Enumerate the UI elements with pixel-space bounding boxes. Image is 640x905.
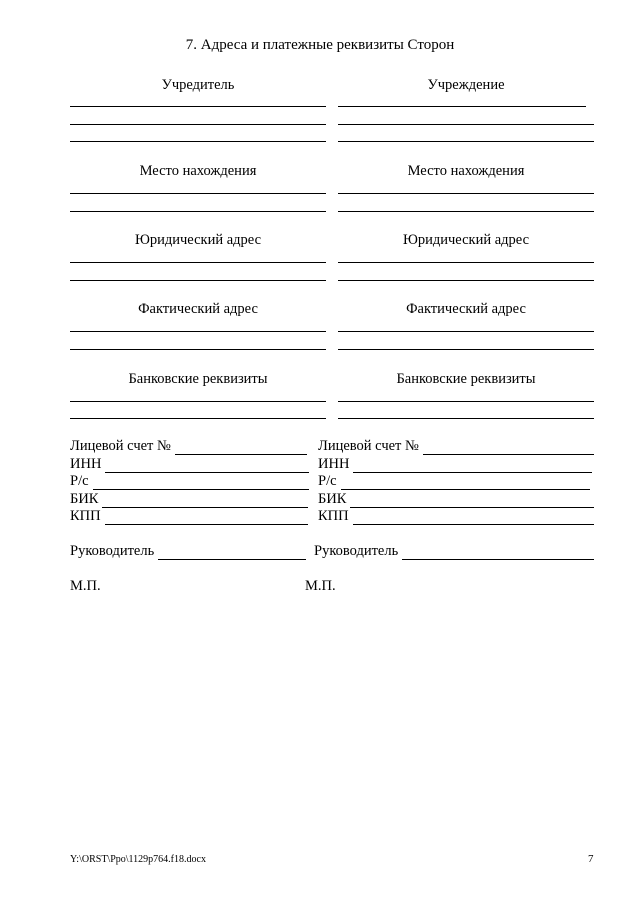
right-legal-address-line-2: [338, 280, 594, 281]
right-rs-blank: [341, 476, 590, 490]
left-head-signature-field: [70, 543, 306, 560]
left-legal-address-line-2: [70, 280, 326, 281]
right-party-heading: Учреждение: [427, 77, 505, 93]
right-bik-label: БИК: [318, 491, 347, 507]
right-inn-label: ИНН: [318, 456, 350, 472]
left-party-heading: Учредитель: [161, 77, 235, 93]
left-bik-field: [70, 491, 308, 508]
left-actual-address-line-2: [70, 349, 326, 350]
left-inn-field: [70, 456, 309, 473]
left-location-line-1: [70, 193, 326, 194]
left-party-line-3: [70, 141, 326, 142]
left-rs-label: Р/с: [70, 473, 89, 489]
right-bank-details-line-1: [338, 401, 594, 402]
right-head-label: Руководитель: [314, 543, 399, 559]
left-party-line-2: [70, 124, 326, 125]
left-actual-address-heading: Фактический адрес: [138, 301, 258, 317]
left-legal-address-line-1: [70, 262, 326, 263]
right-seal-label: М.П.: [305, 578, 336, 594]
right-inn-field: [318, 456, 592, 473]
right-location-heading: Место нахождения: [407, 163, 525, 179]
right-party-line-1: [338, 106, 586, 107]
right-bank-details-line-2: [338, 418, 594, 419]
left-kpp-blank: [105, 511, 308, 525]
right-account-blank: [423, 441, 594, 455]
right-account-label: Лицевой счет №: [318, 438, 419, 454]
left-party-line-1: [70, 106, 326, 107]
left-bank-details-heading: Банковские реквизиты: [128, 371, 268, 387]
left-rs-field: [70, 473, 309, 490]
left-inn-blank: [105, 459, 309, 473]
left-kpp-field: [70, 508, 308, 525]
right-actual-address-heading: Фактический адрес: [406, 301, 526, 317]
left-account-field: [70, 438, 307, 455]
right-head-signature-field: [314, 543, 594, 560]
right-account-field: [318, 438, 594, 455]
left-legal-address-heading: Юридический адрес: [134, 232, 262, 248]
right-party-line-2: [338, 124, 594, 125]
right-kpp-field: [318, 508, 594, 525]
left-location-line-2: [70, 211, 326, 212]
left-kpp-label: КПП: [70, 508, 101, 524]
left-actual-address-line-1: [70, 331, 326, 332]
left-rs-blank: [93, 476, 309, 490]
left-location-heading: Место нахождения: [139, 163, 257, 179]
right-location-line-1: [338, 193, 594, 194]
left-inn-label: ИНН: [70, 456, 102, 472]
right-bik-blank: [350, 494, 594, 508]
right-party-line-3: [338, 141, 594, 142]
left-bank-details-line-1: [70, 401, 326, 402]
right-rs-field: [318, 473, 590, 490]
right-bik-field: [318, 491, 594, 508]
left-bank-details-line-2: [70, 418, 326, 419]
right-kpp-blank: [353, 511, 594, 525]
section-title: 7. Адреса и платежные реквизиты Сторон: [185, 37, 455, 53]
right-actual-address-line-2: [338, 349, 594, 350]
right-rs-label: Р/с: [318, 473, 337, 489]
right-kpp-label: КПП: [318, 508, 349, 524]
right-legal-address-heading: Юридический адрес: [402, 232, 530, 248]
left-seal-label: М.П.: [70, 578, 101, 594]
left-bik-blank: [102, 494, 308, 508]
page-number: 7: [588, 853, 594, 865]
left-bik-label: БИК: [70, 491, 99, 507]
right-actual-address-line-1: [338, 331, 594, 332]
left-account-label: Лицевой счет №: [70, 438, 171, 454]
left-account-blank: [175, 441, 307, 455]
left-head-label: Руководитель: [70, 543, 155, 559]
right-inn-blank: [353, 459, 592, 473]
footer-file-path: Y:\ORST\Ppo\1129p764.f18.docx: [70, 854, 206, 865]
right-head-blank: [402, 546, 594, 560]
right-legal-address-line-1: [338, 262, 594, 263]
right-location-line-2: [338, 211, 594, 212]
right-bank-details-heading: Банковские реквизиты: [396, 371, 536, 387]
left-head-blank: [158, 546, 306, 560]
